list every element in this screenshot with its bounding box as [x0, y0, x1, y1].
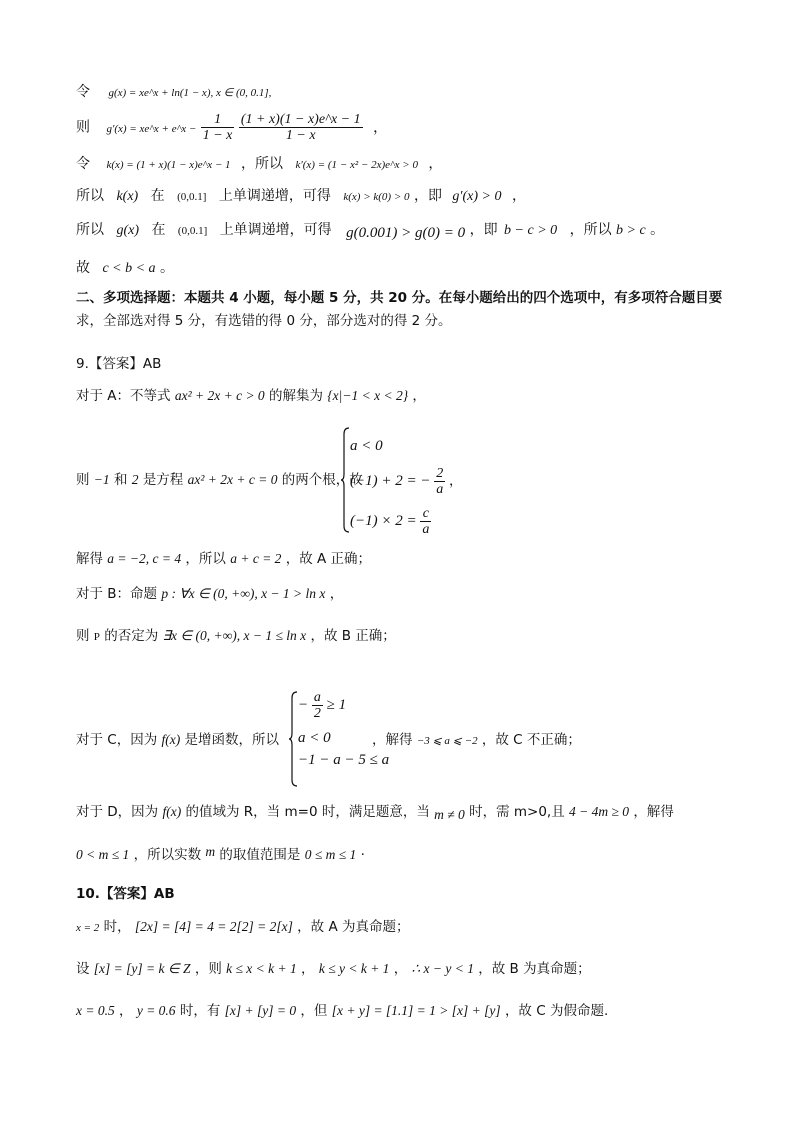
math: − [298, 696, 309, 713]
text: 设 [76, 961, 90, 977]
numerator: c [420, 506, 431, 522]
text: ， [428, 156, 443, 172]
line-k-increasing [76, 186, 526, 207]
denominator: a [436, 482, 444, 497]
math: g′(x) = xe^x + e^x − [106, 122, 197, 135]
text: 求，全部选对得 5 分，有选错的得 0 分，部分选对的得 2 分。 [76, 313, 452, 329]
left-brace [288, 690, 298, 788]
left-brace [340, 426, 350, 534]
math: ax² + 2x + c = 0 [187, 472, 278, 487]
text: ，但 [300, 1003, 328, 1019]
text: 故 [76, 260, 90, 276]
equation-system [340, 426, 463, 537]
fraction [312, 690, 323, 721]
q9-option-c [76, 730, 279, 750]
math: k(x) > k(0) > 0 [343, 191, 410, 203]
system-row-1 [298, 690, 346, 721]
text: 对于 A：不等式 [76, 388, 171, 404]
math: [x] = [y] = k ∈ Z [93, 961, 191, 976]
fraction [239, 112, 363, 143]
math: x = 0.5 [76, 1003, 115, 1018]
text: ，则 [194, 961, 222, 977]
line-g-derivative [76, 112, 387, 144]
math: P [93, 631, 100, 643]
text: 则 [76, 119, 90, 136]
q9-roots-line [76, 470, 363, 490]
math: p : ∀x ∈ (0, +∞), x − 1 > ln x [161, 586, 326, 601]
text: ，即 [413, 188, 442, 204]
math: a = −2, c = 4 [107, 551, 182, 566]
text: 则 [76, 628, 90, 644]
text: ， [329, 586, 344, 602]
text: ， [448, 472, 463, 489]
system-row-1: a < 0 [350, 438, 383, 454]
math: ∃x ∈ (0, +∞), x − 1 ≤ ln x [162, 628, 307, 643]
text: 令 [76, 156, 90, 172]
math: k(x) = (1 + x)(1 − x)e^x − 1 [106, 159, 231, 171]
math: [x] + [y] = 0 [224, 1003, 297, 1018]
math: g(x) = xe^x + ln(1 − x), x ∈ (0, 0.1], [108, 87, 272, 99]
math: 2 [131, 472, 139, 487]
text: 对于 C，因为 [76, 732, 158, 748]
section-title: 二、多项选择题：本题共 4 小题，每小题 5 分，共 20 分。在每小题给出的四个选项中，有多项符合题目要 [76, 290, 723, 306]
text: 和 [113, 472, 128, 488]
text: 的取值范围是 [219, 847, 301, 863]
text: 上单调递增，可得 [219, 222, 332, 238]
text: 在 [151, 222, 166, 238]
q9-answer-header [76, 354, 161, 374]
text: ，所以 [241, 156, 284, 172]
text: ， [119, 1003, 133, 1019]
q10-answer-header [76, 884, 175, 904]
text: 在 [150, 188, 165, 204]
section-heading-cont [76, 311, 452, 331]
text: ，故 A 为真命题； [297, 919, 410, 935]
math: g(x) [116, 223, 139, 238]
q9-option-d-cont [76, 845, 365, 865]
math: m [205, 844, 216, 859]
denominator: 1 − x [202, 128, 233, 143]
numerator: a [313, 690, 321, 705]
math: 0 ≤ m ≤ 1 [304, 847, 357, 862]
text: ，解得 [633, 804, 674, 820]
text: ， [301, 961, 315, 977]
text: ， [373, 119, 388, 136]
math: a + c = 2 [230, 551, 282, 566]
text: 则 [76, 472, 90, 488]
text: ， [511, 188, 526, 204]
text: 。 [160, 260, 175, 276]
math: (−1) + 2 = − [350, 472, 431, 489]
math: b > c [616, 223, 646, 238]
math: k′(x) = (1 − x² − 2x)e^x > 0 [295, 159, 418, 171]
text: ，故 C 不正确； [481, 732, 581, 748]
text: ，故 C 为假命题. [504, 1003, 609, 1019]
q9-option-b [76, 584, 343, 604]
math: b − c > 0 [504, 223, 558, 238]
text: 时，有 [179, 1003, 221, 1019]
system-row-2: a < 0 [298, 730, 331, 746]
math: m ≠ 0 [434, 807, 465, 822]
text: 对于 D，因为 [76, 804, 159, 820]
math: c < b < a [102, 261, 156, 276]
text: ，即 [469, 222, 498, 238]
math: ∴ x − y < 1 [411, 961, 474, 976]
math: ≥ 1 [326, 696, 347, 713]
math: k(x) [116, 189, 139, 204]
text: 所以 [76, 188, 104, 204]
text: 的两个根，故 [281, 472, 363, 488]
system-row-3: −1 − a − 5 ≤ a [298, 752, 390, 768]
math: [x + y] = [1.1] = 1 > [x] + [y] [331, 1003, 501, 1018]
q10-option-b [76, 959, 591, 979]
math: y = 0.6 [136, 1003, 176, 1018]
math: g(0.001) > g(0) = 0 [346, 225, 466, 241]
denominator: 2 [313, 706, 321, 721]
numerator: (1 + x)(1 − x)e^x − 1 [240, 112, 361, 127]
math: {x|−1 < x < 2} [327, 388, 409, 403]
q9-option-a [76, 386, 426, 406]
text: ，故 A 正确； [285, 551, 372, 567]
math: 4 − 4m ≥ 0 [569, 804, 630, 819]
line-g-increasing [76, 220, 664, 241]
numerator: 1 [201, 112, 235, 128]
line-conclusion [76, 258, 174, 279]
text: ，故 B 正确； [310, 628, 396, 644]
system-row-2 [350, 466, 462, 497]
text: 9.【答案】AB [76, 356, 162, 372]
math: 0 < m ≤ 1 [76, 847, 130, 862]
text: 对于 B：命题 [76, 586, 158, 602]
q9-option-c-result [372, 730, 581, 751]
math: (0,0.1] [177, 191, 207, 203]
text: 解得 [76, 551, 103, 567]
text: ，所以 [569, 222, 612, 238]
fraction [434, 466, 445, 497]
text: ，所以实数 [133, 847, 202, 863]
fraction [201, 112, 235, 143]
q9-option-b-negation [76, 626, 396, 647]
text: 的否定为 [104, 628, 159, 644]
math: (0,0.1] [177, 225, 208, 237]
line-k-def [76, 154, 442, 175]
math: f(x) [162, 804, 182, 819]
text: 所以 [76, 222, 104, 238]
text: ，所以 [185, 551, 226, 567]
math: g′(x) > 0 [452, 189, 502, 204]
q10-option-a [76, 917, 409, 938]
math: f(x) [161, 732, 181, 747]
text: 上单调递增，可得 [218, 188, 331, 204]
fraction [420, 506, 431, 537]
text: · [360, 847, 365, 863]
text: ， [412, 388, 426, 404]
system-row-3 [350, 506, 431, 537]
denominator: a [422, 522, 430, 537]
math: [2x] = [4] = 4 = 2[2] = 2[x] [134, 919, 293, 934]
math: x = 2 [76, 922, 100, 934]
text: 时， [103, 919, 131, 935]
text: 10.【答案】AB [76, 886, 175, 902]
line-g-def [76, 82, 271, 103]
math: −3 ⩽ a ⩽ −2 [416, 735, 478, 747]
denominator: 1 − x [285, 128, 316, 143]
text: ， [393, 961, 408, 977]
text: ，解得 [372, 732, 413, 748]
text: 时，需 m>0,且 [469, 804, 565, 820]
q9-a-result [76, 549, 371, 569]
text: 是方程 [142, 472, 184, 488]
text: ，故 B 为真命题； [478, 961, 591, 977]
text: 的解集为 [268, 388, 323, 404]
math: (−1) × 2 = [350, 512, 417, 529]
numerator: 2 [436, 466, 444, 481]
q9-option-d [76, 802, 674, 822]
math: −1 [93, 472, 110, 487]
math: k ≤ x < k + 1 [226, 961, 297, 976]
math: k ≤ y < k + 1 [318, 961, 390, 976]
q10-option-c [76, 1001, 608, 1021]
section-heading [76, 288, 722, 308]
text: 。 [650, 222, 665, 238]
text: 的值域为 R，当 m=0 时，满足题意，当 [185, 804, 430, 820]
text: 令 [76, 84, 90, 100]
math: ax² + 2x + c > 0 [174, 388, 265, 403]
text: 是增函数，所以 [184, 732, 280, 748]
